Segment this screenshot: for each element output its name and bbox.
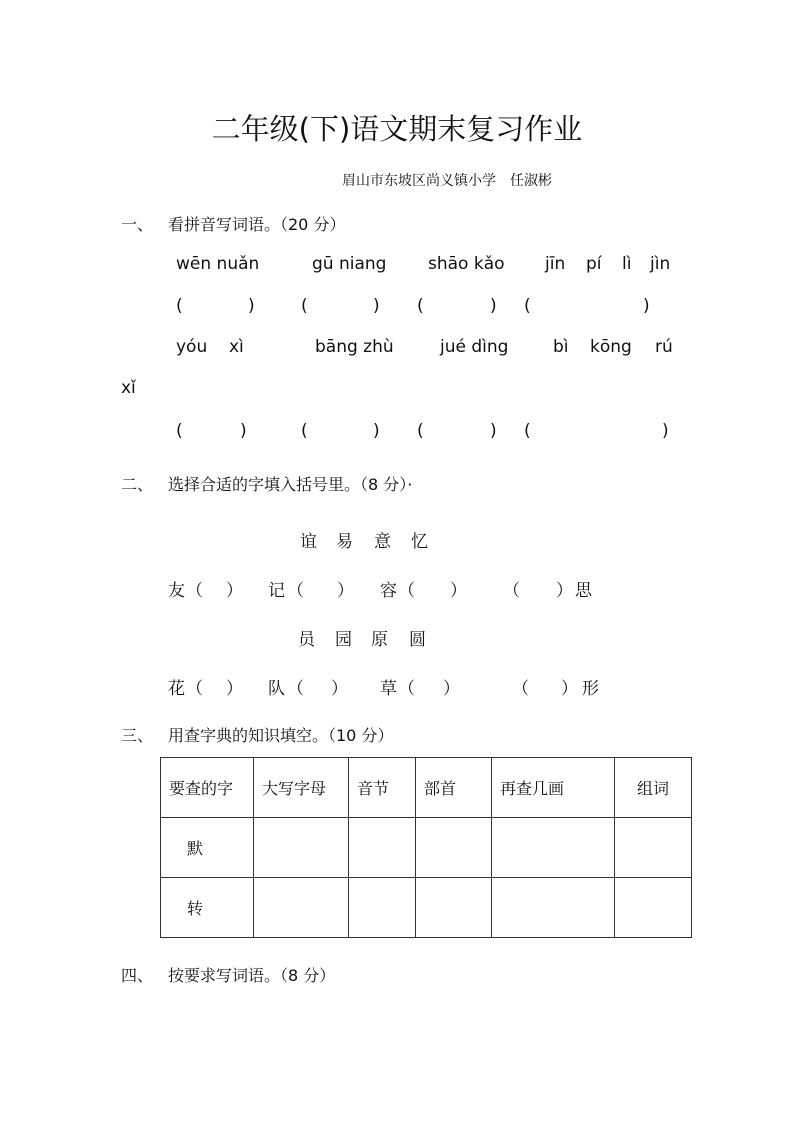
choice-char: 忆 — [411, 532, 428, 552]
table-cell-empty[interactable] — [492, 818, 615, 878]
table-row — [161, 818, 692, 878]
choice-char: 员 — [298, 630, 315, 650]
choice-char: 谊 — [300, 532, 317, 552]
table-cell-char: 转 — [161, 878, 254, 938]
answer-blank-close: ) — [662, 421, 669, 441]
choice-char: 易 — [336, 532, 353, 552]
pinyin-li: lì — [622, 254, 632, 274]
fill-blank-open: （ — [503, 581, 520, 601]
table-cell-empty[interactable] — [416, 878, 492, 938]
fill-blank-close: ） — [331, 679, 348, 699]
fill-blank-open: （ — [287, 581, 304, 601]
table-header-cell: 大写字母 — [254, 758, 349, 818]
fill-word-char: 容 — [380, 581, 397, 601]
fill-blank-close: ） — [556, 581, 573, 601]
section-3-number: 三、 — [121, 726, 154, 745]
answer-blank-open: ( — [417, 296, 424, 316]
fill-word-char: 花 — [168, 679, 185, 699]
pinyin-jin2: jìn — [650, 254, 671, 274]
fill-blank-open: （ — [287, 679, 304, 699]
answer-blank-open: ( — [417, 421, 424, 441]
choice-char: 意 — [374, 532, 391, 552]
choice-char: 园 — [335, 630, 352, 650]
pinyin-pi: pí — [586, 254, 602, 274]
answer-blank-close: ) — [643, 296, 650, 316]
pinyin-guniang: gū niang — [312, 254, 387, 274]
fill-blank-close: ） — [226, 679, 243, 699]
fill-word-char: 形 — [582, 679, 599, 699]
answer-blank-close: ) — [240, 421, 247, 441]
table-header-cell: 音节 — [349, 758, 416, 818]
table-cell-empty[interactable] — [492, 878, 615, 938]
pinyin-bi: bì — [553, 337, 569, 357]
answer-blank-open: ( — [301, 296, 308, 316]
fill-blank-close: ） — [443, 679, 460, 699]
answer-blank-open: ( — [524, 421, 531, 441]
table-cell-empty[interactable] — [615, 818, 692, 878]
table-cell-empty[interactable] — [349, 878, 416, 938]
table-cell-empty[interactable] — [416, 818, 492, 878]
fill-word-char: 友 — [168, 581, 185, 601]
table-row — [161, 878, 692, 938]
fill-word-char: 记 — [268, 581, 285, 601]
section-4-heading: 按要求写词语。（8 分） — [168, 966, 336, 985]
choice-char: 圆 — [409, 630, 426, 650]
fill-blank-close: ） — [226, 581, 243, 601]
answer-blank-open: ( — [176, 421, 183, 441]
section-1-heading: 看拼音写词语。（20 分） — [168, 215, 346, 234]
fill-blank-open: （ — [186, 581, 203, 601]
pinyin-xi: xì — [229, 337, 244, 357]
table-header-cell: 再查几画 — [492, 758, 615, 818]
answer-blank-open: ( — [176, 296, 183, 316]
table-header-cell: 部首 — [416, 758, 492, 818]
table-header-cell: 组词 — [615, 758, 692, 818]
answer-blank-open: ( — [301, 421, 308, 441]
section-1-number: 一、 — [121, 215, 154, 234]
fill-word-char: 思 — [575, 581, 592, 601]
table-cell-empty[interactable] — [349, 818, 416, 878]
table-cell-empty[interactable] — [254, 878, 349, 938]
author-line: 眉山市东坡区尚义镇小学 任淑彬 — [342, 173, 552, 189]
pinyin-jin: jīn — [545, 254, 566, 274]
answer-blank-close: ) — [490, 296, 497, 316]
fill-blank-close: ） — [337, 581, 354, 601]
answer-blank-close: ) — [373, 296, 380, 316]
dictionary-table — [160, 757, 692, 938]
section-2-heading: 选择合适的字填入括号里。（8 分）· — [168, 475, 413, 494]
fill-blank-open: （ — [512, 679, 529, 699]
fill-blank-open: （ — [186, 679, 203, 699]
pinyin-jueding: jué dìng — [440, 337, 509, 357]
section-2-number: 二、 — [121, 475, 154, 494]
answer-blank-close: ) — [490, 421, 497, 441]
pinyin-wennuan: wēn nuǎn — [176, 254, 260, 274]
pinyin-bangzhu: bāng zhù — [315, 337, 394, 357]
page-title: 二年级(下)语文期末复习作业 — [211, 112, 583, 146]
section-3-heading: 用查字典的知识填空。（10 分） — [168, 726, 394, 745]
choice-char: 原 — [371, 630, 388, 650]
answer-blank-close: ) — [373, 421, 380, 441]
fill-word-char: 队 — [268, 679, 285, 699]
table-cell-empty[interactable] — [615, 878, 692, 938]
pinyin-you: yóu — [176, 337, 208, 357]
fill-blank-open: （ — [398, 581, 415, 601]
table-cell-empty[interactable] — [254, 818, 349, 878]
fill-blank-close: ） — [561, 679, 578, 699]
pinyin-kong: kōng — [590, 337, 632, 357]
fill-blank-close: ） — [450, 581, 467, 601]
table-header-cell: 要查的字 — [161, 758, 254, 818]
section-4-number: 四、 — [121, 966, 154, 985]
pinyin-xi-wrap: xǐ — [121, 378, 136, 398]
pinyin-ru: rú — [655, 337, 673, 357]
answer-blank-open: ( — [524, 296, 531, 316]
table-cell-char: 默 — [161, 818, 254, 878]
fill-blank-open: （ — [398, 679, 415, 699]
pinyin-shaokao: shāo kǎo — [428, 254, 505, 274]
answer-blank-close: ) — [248, 296, 255, 316]
table-header-row — [161, 758, 692, 818]
fill-word-char: 草 — [380, 679, 397, 699]
